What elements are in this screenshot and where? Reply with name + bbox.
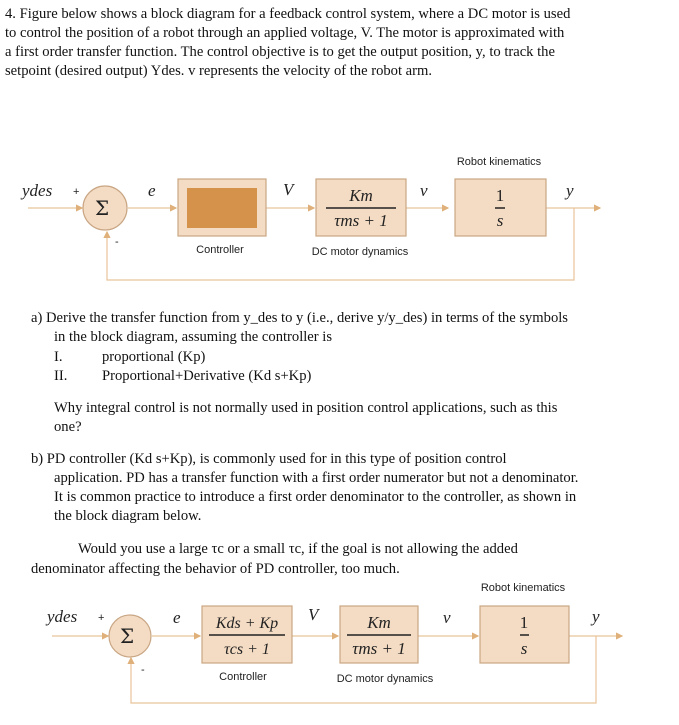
controller-block	[187, 188, 257, 228]
plus-sign: +	[73, 186, 80, 198]
kinematics-label: Robot kinematics	[456, 156, 542, 168]
controller-label: Controller	[196, 244, 244, 256]
part-a-line: in the block diagram, assuming the controller is	[54, 329, 333, 345]
voltage-label: V	[283, 180, 294, 199]
velocity-label: v	[443, 608, 451, 627]
motor-numerator: Km	[367, 613, 391, 632]
intro-line: 4. Figure below shows a block diagram for a feedback control system, where a DC motor is used	[5, 6, 571, 22]
motor-denominator: τms + 1	[334, 211, 388, 230]
kinematics-label: Robot kinematics	[480, 582, 566, 594]
part-b-line: the block diagram below.	[54, 508, 202, 524]
summing-junction-icon: Σ	[95, 196, 110, 220]
list-number: I.	[54, 349, 63, 365]
controller-label: Controller	[219, 671, 267, 683]
kinematics-numerator: 1	[519, 613, 529, 632]
part-a-line: a) Derive the transfer function from y_des to y (i.e., derive y/y_des) in terms of the symbols	[31, 310, 568, 326]
motor-label: DC motor dynamics	[336, 673, 434, 685]
summing-junction-icon: Σ	[120, 624, 135, 648]
voltage-label: V	[308, 605, 319, 624]
kinematics-numerator: 1	[495, 186, 505, 205]
part-b-question: denominator affecting the behavior of PD controller, too much.	[31, 561, 400, 577]
error-label: e	[148, 181, 156, 200]
kinematics-denominator: s	[520, 639, 528, 658]
controller-numerator: Kds + Kp	[215, 615, 279, 632]
intro-line: setpoint (desired output) Ydes. v represents the velocity of the robot arm.	[5, 63, 433, 79]
velocity-label: v	[420, 181, 428, 200]
part-b-line: application. PD has a transfer function with a first order numerator but not a denominator.	[54, 470, 579, 486]
motor-label: DC motor dynamics	[311, 246, 409, 258]
list-number: II.	[54, 368, 68, 384]
part-a-why: one?	[54, 419, 82, 435]
block-diagram-1	[28, 179, 600, 280]
ydes-label: ydes	[47, 607, 78, 626]
part-b-question: Would you use a large τc or a small τc, if the goal is not allowing the added	[78, 541, 518, 557]
error-label: e	[173, 608, 181, 627]
intro-line: to control the position of a robot through an applied voltage, V. The motor is approximated with	[5, 25, 565, 41]
ydes-label: ydes	[22, 181, 53, 200]
minus-sign: -	[141, 664, 145, 676]
kinematics-denominator: s	[496, 211, 504, 230]
list-item: Proportional+Derivative (Kd s+Kp)	[102, 368, 312, 384]
motor-numerator: Km	[349, 186, 373, 205]
part-b-line: It is common practice to introduce a first order denominator to the controller, as shown in	[54, 489, 577, 505]
intro-line: a first order transfer function. The control objective is to get the output position, y, to track the	[5, 44, 555, 60]
list-item: proportional (Kp)	[102, 349, 206, 365]
minus-sign: -	[115, 236, 119, 248]
output-label: y	[592, 607, 600, 626]
part-b-line: b) PD controller (Kd s+Kp), is commonly used for in this type of position control	[31, 451, 507, 467]
controller-denominator: τcs + 1	[224, 641, 270, 658]
plus-sign: +	[98, 612, 105, 624]
part-a-why: Why integral control is not normally used in position control applications, such as this	[54, 400, 558, 416]
block-diagram-2	[52, 606, 622, 703]
output-label: y	[566, 181, 574, 200]
motor-denominator: τms + 1	[352, 639, 406, 658]
